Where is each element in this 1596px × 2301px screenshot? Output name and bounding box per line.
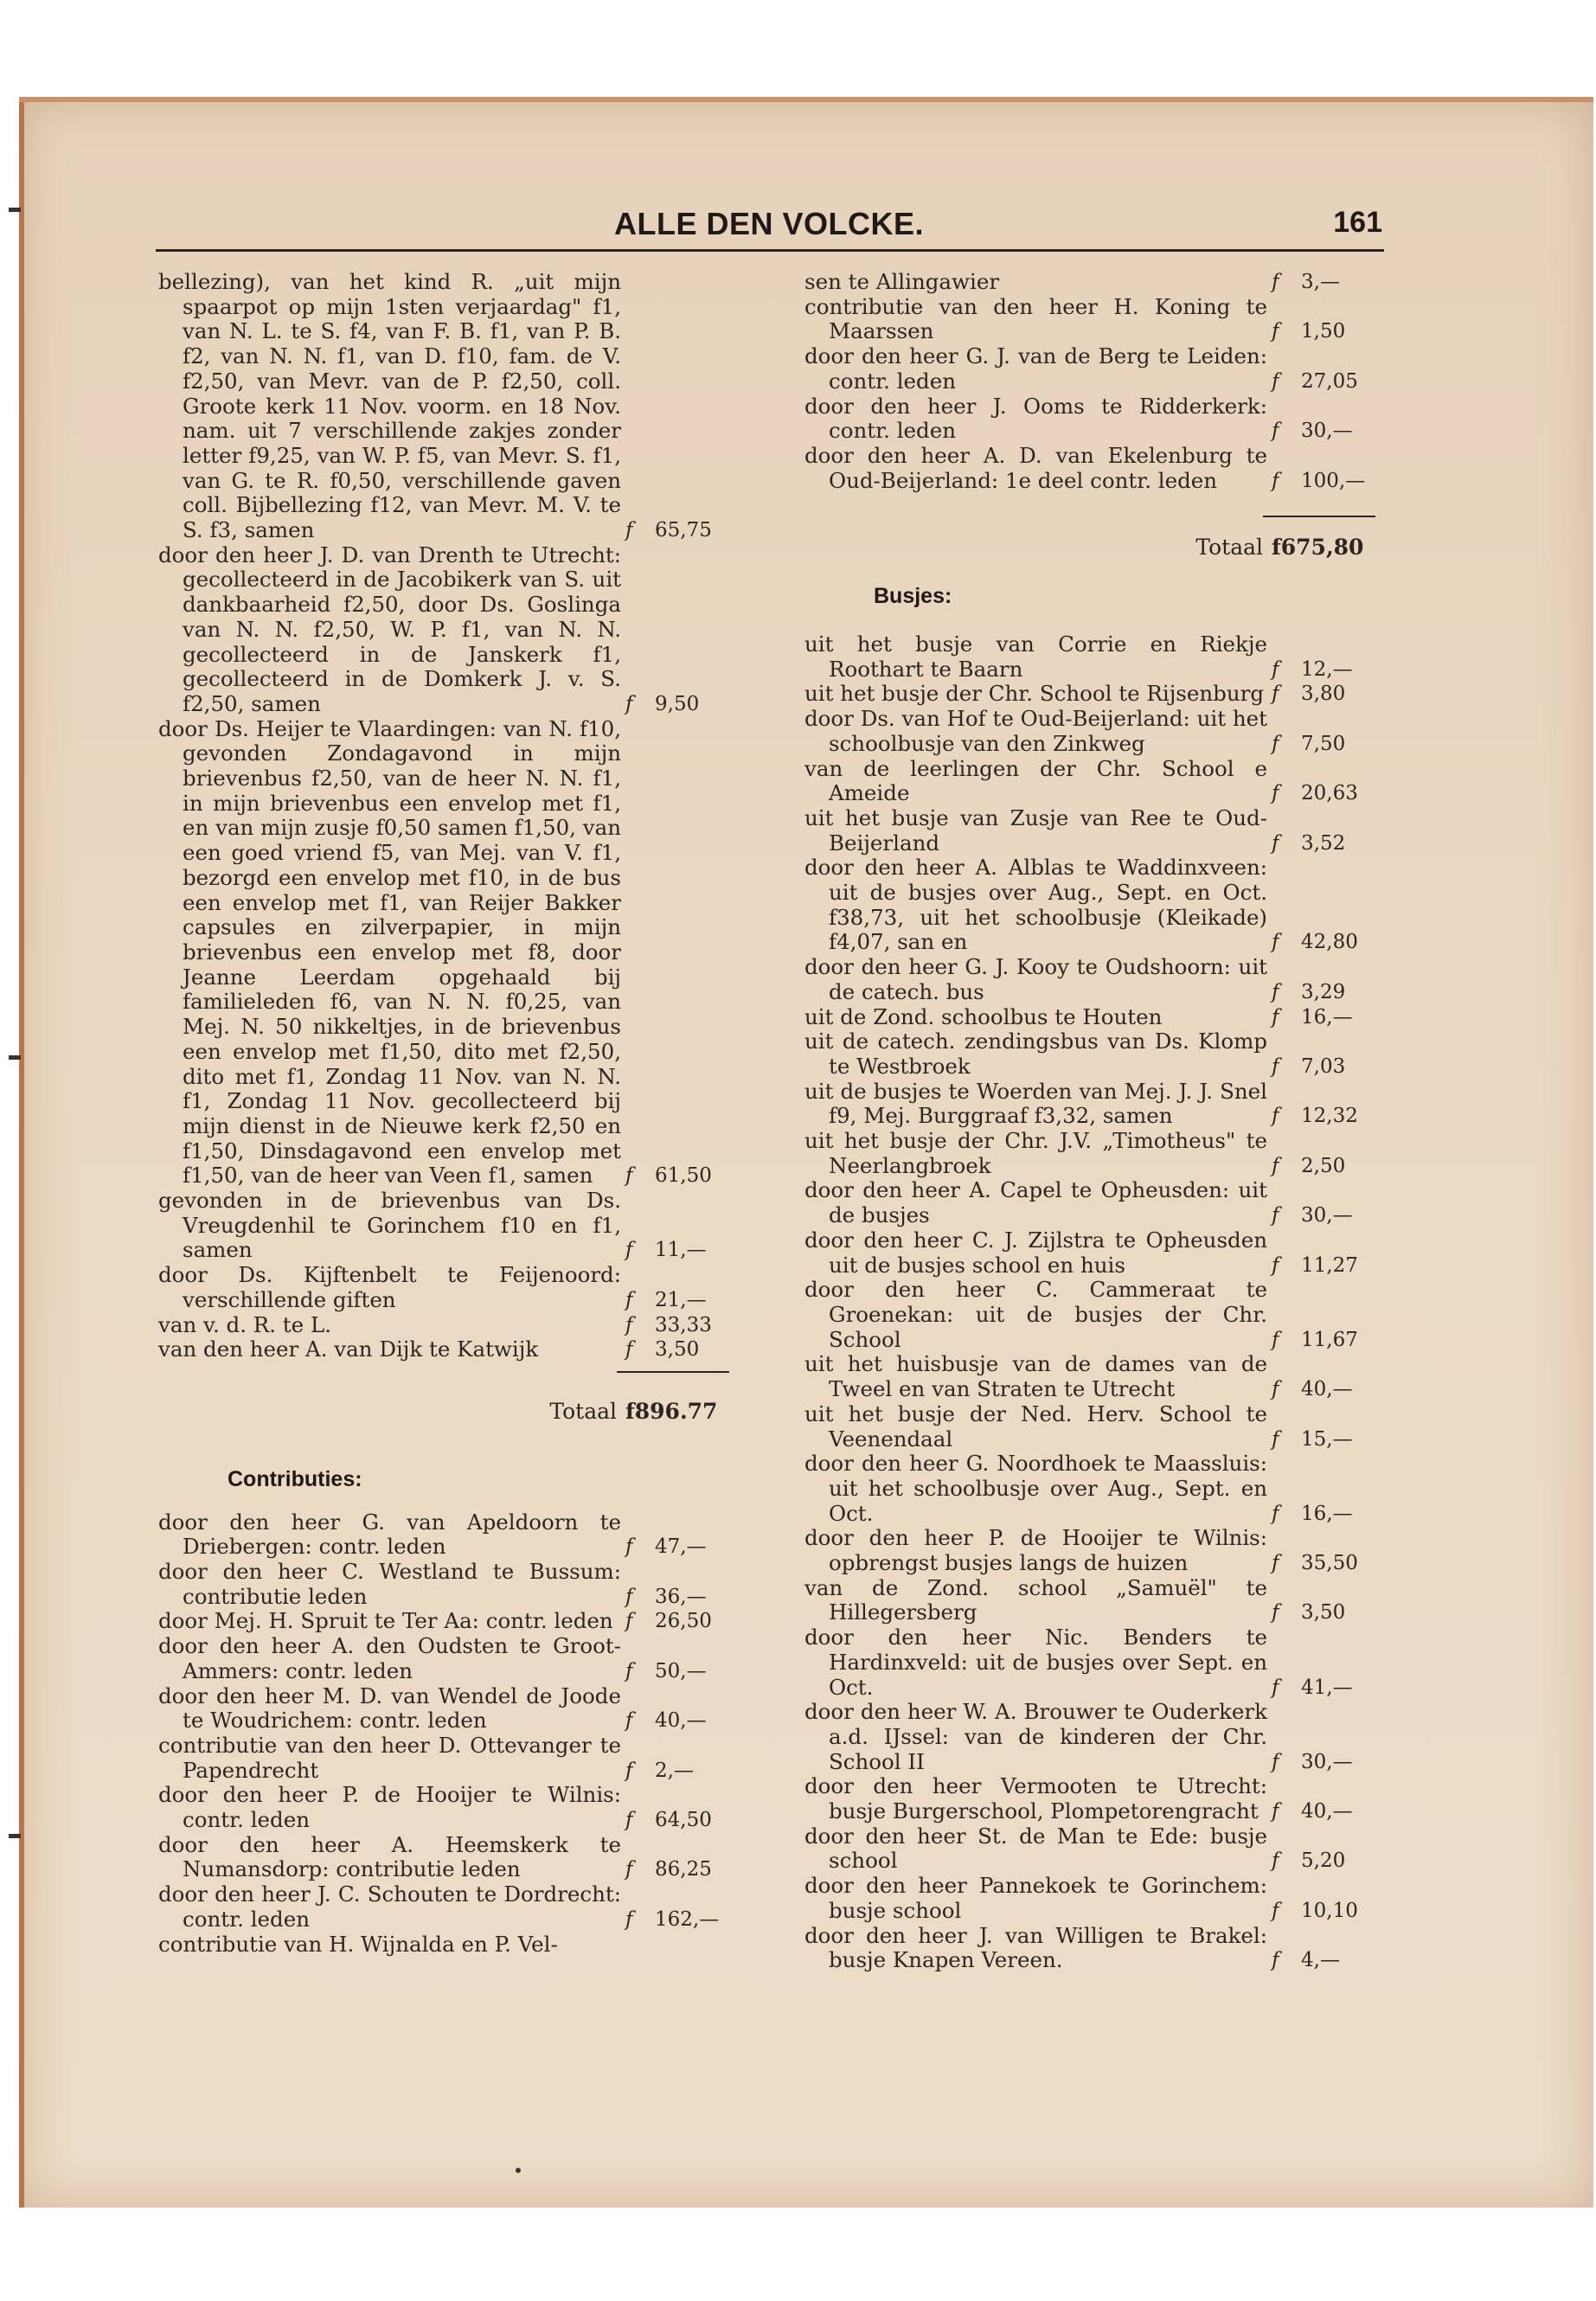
sum-rule	[617, 1371, 729, 1373]
florin-sign: f	[625, 1338, 633, 1362]
entry-text: door den heer G. J. van de Berg te Leiden: contr. leden	[804, 343, 1267, 394]
florin-sign: f	[1272, 1849, 1279, 1873]
florin-sign: f	[1272, 931, 1279, 954]
binding-mark	[9, 1055, 21, 1060]
ledger-entry	[804, 1576, 1375, 1625]
florin-sign: f	[1272, 732, 1279, 755]
ledger-entry	[158, 1734, 729, 1783]
ledger-entry	[804, 1029, 1375, 1079]
entry-amount: f 3,52	[1272, 831, 1346, 855]
florin-sign: f	[1272, 1253, 1279, 1277]
florin-sign: f	[1272, 831, 1279, 855]
entry-amount: f 12,32	[1272, 1105, 1358, 1128]
entry-text: door den heer A. Alblas te Waddinxveen: uit de busjes over Aug., Sept. en Oct. f38,73, uit het schoolbusje (Kleikade) f4,07, san en	[804, 855, 1267, 955]
page-dot	[516, 2168, 521, 2173]
florin-sign: f	[625, 1585, 633, 1608]
entry-amount: f 3,50	[1272, 1601, 1346, 1625]
florin-sign: f	[1272, 535, 1281, 561]
running-title: ALLE DEN VOLCKE.	[614, 206, 925, 241]
florin-sign: f	[1272, 1502, 1279, 1525]
entry-amount: f 16,—	[1272, 1005, 1353, 1029]
ledger-entry	[804, 1352, 1375, 1401]
page-edge-top	[19, 97, 1593, 102]
entry-text: door den heer J. van Willigen te Brakel: busje Knapen Vereen.	[804, 1922, 1267, 1973]
entry-amount: f 2,50	[1272, 1154, 1346, 1177]
entry-amount: f 100,—	[1272, 469, 1366, 492]
florin-sign: f	[1272, 369, 1279, 393]
entry-amount: f 42,80	[1272, 931, 1358, 954]
ledger-entry	[158, 1609, 729, 1634]
florin-sign: f	[1272, 1328, 1279, 1351]
entry-amount: f 1,50	[1272, 320, 1346, 343]
entry-amount: f 30,—	[1272, 420, 1353, 443]
entry-text: door den heer M. D. van Wendel de Joode te Woudrichem: contr. leden	[158, 1682, 621, 1734]
entry-amount: f 3,50	[625, 1338, 700, 1362]
page-number: 161	[1333, 206, 1382, 239]
entry-amount: f 3,—	[1272, 271, 1340, 293]
entry-amount: f 7,50	[1272, 732, 1346, 755]
ledger-entry	[804, 1625, 1375, 1700]
entry-text: van v. d. R. te L.	[158, 1311, 331, 1337]
ledger-entry	[804, 1452, 1375, 1526]
ledger-entry	[804, 1402, 1375, 1452]
entry-amount: f 162,—	[625, 1907, 720, 1931]
ledger-entry	[158, 1263, 729, 1312]
entry-text: door den heer G. J. Kooy te Oudshoorn: uit de catech. bus	[804, 954, 1267, 1004]
ledger-entry	[158, 1560, 729, 1609]
ledger-entry	[804, 757, 1375, 806]
entry-text: door Ds. Heijer te Vlaardingen: van N. f10, gevonden Zondagavond in mijn brievenbus f2,50, van de heer N. N. f1, in mijn brievenbus een envelop met f1, en van mijn zusje f0,50 samen f1,50, van een goed vriend f5, van Mej. van V. f1, bezorgd een envelop met f10, in de bus een envelop met f1, van Reijer Bakker capsules en zilverpapier, in mijn brievenbus een envelop met f8, door Jeanne Leerdam opgehaald bij familieleden f6, van N. N. f0,25, van Mej. N. 50 nikkeltjes, in de brievenbus een envelop met f1,50, dito met f2,50, dito met f1, Zondag 11 Nov. van N. N. f1, Zondag 11 Nov. gecollecteerd bij mijn dienst in de Nieuwe kerk f2,50 en f1,50, Dinsdagavond een envelop met f1,50, van de heer van Veen f1, samen	[158, 715, 621, 1189]
florin-sign: f	[1272, 1949, 1279, 1972]
entry-text: contributie van H. Wijnalda en P. Vel-	[158, 1931, 558, 1957]
ledger-entry	[804, 707, 1375, 756]
entry-text: bellezing), van het kind R. „uit mijn spaarpot op mijn 1sten verjaardag" f1, van N. L. te S. f4, van F. B. f1, van P. B. f2, van N. N. f1, van D. f10, fam. de V. f2,50, van Mevr. van de P. f2,50, coll. Groote kerk 11 Nov. voorm. en 18 Nov. nam. uit 7 verschillende zakjes zonder letter f9,25, van W. P. f5, van Mevr. S. f1, van G. te R. f0,50, verschillende gaven coll. Bijbellezing f12, van Mevr. M. V. te S. f3, samen	[158, 269, 621, 543]
florin-sign: f	[1272, 1552, 1279, 1575]
entry-text: uit de catech. zendingsbus van Ds. Klomp te Westbroek	[804, 1029, 1267, 1079]
entry-text: door den heer J. D. van Drenth te Utrecht: gecollecteerd in de Jacobikerk van S. uit dankbaarheid f2,50, door Ds. Goslinga van N. N. f2,50, W. P. f1, van N. N. gecollecteerd in de Janskerk f1, gecollecteerd in de Domkerk J. v. S. f2,50, samen	[158, 542, 621, 716]
entry-amount: f 5,20	[1272, 1849, 1346, 1873]
entry-text: door den heer G. van Apeldoorn te Driebergen: contr. leden	[158, 1509, 621, 1560]
ledger-entry	[804, 344, 1375, 394]
florin-sign: f	[1272, 683, 1279, 706]
page-edge-left	[19, 97, 24, 2208]
florin-sign: f	[625, 1907, 633, 1931]
ledger-entry	[158, 1684, 729, 1734]
ledger-entry	[158, 1882, 729, 1932]
entry-amount: f 40,—	[1272, 1800, 1353, 1823]
entry-text: uit het busje van Corrie en Riekje Roothart te Baarn	[804, 631, 1267, 682]
entry-amount: f 47,—	[625, 1535, 707, 1559]
ledger-entry	[804, 1824, 1375, 1874]
ledger-entry	[804, 806, 1375, 856]
ledger-entry	[804, 955, 1375, 1004]
ledger-entry	[804, 270, 1375, 295]
running-header	[156, 206, 1382, 249]
entry-text: door den heer Vermooten te Utrecht: busje Burgerschool, Plompetorengracht	[804, 1773, 1267, 1824]
florin-sign: f	[625, 1239, 633, 1262]
total-label: Totaal	[549, 1398, 617, 1424]
entry-text: contributie van den heer D. Ottevanger te Papendrecht	[158, 1732, 621, 1783]
right-contributions-list	[804, 270, 1375, 493]
florin-sign: f	[625, 1313, 633, 1336]
ledger-entry	[804, 1178, 1375, 1227]
ledger-entry	[804, 1874, 1375, 1923]
ledger-entry	[804, 632, 1375, 682]
entry-text: uit het busje der Chr. J.V. „Timotheus" te Neerlangbroek	[804, 1128, 1267, 1178]
florin-sign: f	[1272, 320, 1279, 343]
entry-text: door den heer A. Capel te Opheusden: uit de busjes	[804, 1177, 1267, 1228]
total-value: f675,80	[1272, 535, 1364, 561]
sum-rule	[1263, 516, 1375, 517]
entry-text: door den heer Pannekoek te Gorinchem: busje school	[804, 1873, 1267, 1923]
entry-text: door den heer J. C. Schouten te Dordrecht: contr. leden	[158, 1881, 621, 1932]
entry-amount: f 11,27	[1272, 1253, 1358, 1277]
ledger-entry	[158, 543, 729, 717]
entry-amount: f 20,63	[1272, 782, 1358, 805]
entry-amount: f 40,—	[1272, 1378, 1353, 1401]
florin-sign: f	[625, 1164, 633, 1188]
florin-sign: f	[1272, 1800, 1279, 1823]
florin-sign: f	[1272, 1005, 1279, 1029]
entry-text: van de Zond. school „Samuël" te Hillegersberg	[804, 1574, 1267, 1625]
section-heading-contributies: Contributies:	[228, 1466, 362, 1491]
ledger-entry	[804, 1278, 1375, 1352]
right-total	[804, 535, 1375, 560]
florin-sign: f	[625, 1809, 633, 1832]
binding-mark	[9, 208, 21, 212]
ledger-entry	[804, 1129, 1375, 1178]
entry-amount: f 2,—	[625, 1759, 694, 1782]
entry-amount: f 30,—	[1272, 1204, 1353, 1227]
florin-sign: f	[1272, 1676, 1279, 1699]
entry-amount: f 86,25	[625, 1858, 712, 1881]
entry-text: door den heer C. J. Zijlstra te Opheusden uit de busjes school en huis	[804, 1227, 1267, 1278]
florin-sign: f	[1272, 1054, 1279, 1078]
florin-sign: f	[1272, 469, 1279, 492]
entry-amount: f 27,05	[1272, 369, 1358, 393]
total-value: f896.77	[625, 1398, 718, 1424]
entry-amount: f 7,03	[1272, 1054, 1346, 1078]
entry-text: uit het busje der Ned. Herv. School te Veenendaal	[804, 1400, 1267, 1452]
florin-sign: f	[1272, 1899, 1279, 1922]
ledger-entry	[158, 1783, 729, 1832]
entry-text: door den heer C. Westland te Bussum: contributie leden	[158, 1559, 621, 1609]
entry-text: uit het busje der Chr. School te Rijsenburg	[804, 681, 1265, 707]
binding-mark	[9, 1834, 21, 1838]
entry-text: door den heer W. A. Brouwer te Ouderkerk a.d. IJssel: van de kinderen der Chr. School II	[804, 1699, 1267, 1774]
entry-amount: f 61,50	[625, 1164, 712, 1188]
entry-text: door den heer St. de Man te Ede: busje school	[804, 1823, 1267, 1874]
ledger-entry	[804, 1700, 1375, 1774]
ledger-entry	[804, 295, 1375, 344]
entry-amount: f 4,—	[1272, 1949, 1340, 1972]
ledger-entry	[158, 1833, 729, 1882]
florin-sign: f	[625, 1535, 633, 1559]
ledger-entry	[158, 1313, 729, 1338]
entry-text: door Ds. van Hof te Oud-Beijerland: uit het schoolbusje van den Zinkweg	[804, 706, 1267, 756]
entry-text: van den heer A. van Dijk te Katwijk	[158, 1336, 539, 1362]
entry-text: uit de Zond. schoolbus te Houten	[804, 1003, 1163, 1029]
entry-amount: f 3,80	[1272, 683, 1346, 706]
entry-amount: f 65,75	[625, 519, 712, 542]
total-label: Totaal	[1195, 535, 1263, 561]
entry-amount: f 40,—	[625, 1709, 707, 1733]
entry-amount: f 36,—	[625, 1585, 707, 1608]
ledger-entry	[804, 856, 1375, 955]
florin-sign: f	[1272, 420, 1279, 443]
entry-text: door den heer Nic. Benders te Hardinxveld: uit de busjes over Sept. en Oct.	[804, 1625, 1267, 1700]
florin-sign: f	[1272, 1601, 1279, 1625]
florin-sign: f	[1272, 1750, 1279, 1773]
entry-text: door den heer G. Noordhoek te Maassluis: uit het schoolbusje over Aug., Sept. en Oct.	[804, 1451, 1267, 1526]
entry-amount: f 50,—	[625, 1659, 707, 1682]
ledger-entry	[804, 1005, 1375, 1030]
florin-sign: f	[625, 519, 633, 542]
left-donations-list	[158, 270, 729, 1362]
entry-amount: f 30,—	[1272, 1750, 1353, 1773]
entry-text: door Ds. Kijftenbelt te Feijenoord: verschillende giften	[158, 1262, 621, 1312]
header-rule	[156, 249, 1384, 252]
entry-amount: f 11,67	[1272, 1328, 1358, 1351]
entry-text: contributie van den heer H. Koning te Maarssen	[804, 293, 1267, 344]
entry-text: door den heer A. Heemskerk te Numansdorp: contributie leden	[158, 1831, 621, 1882]
entry-text: door den heer A. D. van Ekelenburg te Oud-Beijerland: 1e deel contr. leden	[804, 442, 1267, 493]
florin-sign: f	[1272, 980, 1279, 1003]
florin-sign: f	[1272, 1427, 1279, 1451]
entry-amount: f 15,—	[1272, 1427, 1353, 1451]
ledger-entry	[804, 1774, 1375, 1823]
florin-sign: f	[1272, 782, 1279, 805]
entry-text: door den heer J. Ooms te Ridderkerk: contr. leden	[804, 393, 1267, 444]
left-column	[158, 270, 729, 1957]
entry-amount: f 33,33	[625, 1313, 712, 1336]
florin-sign: f	[1272, 271, 1279, 293]
entry-amount: f 26,50	[625, 1610, 712, 1633]
florin-sign: f	[1272, 657, 1279, 681]
entry-text: uit de busjes te Woerden van Mej. J. J. Snel f9, Mej. Burggraaf f3,32, samen	[804, 1078, 1267, 1129]
ledger-entry	[158, 1189, 729, 1263]
entry-amount: f 21,—	[625, 1288, 707, 1311]
florin-sign: f	[625, 1398, 635, 1424]
entry-amount: f 11,—	[625, 1239, 707, 1262]
florin-sign: f	[1272, 1204, 1279, 1227]
entry-text: sen te Allingawier	[804, 269, 1000, 294]
entry-amount: f 9,50	[625, 692, 700, 715]
entry-amount: f 12,—	[1272, 657, 1353, 681]
entry-amount: f 41,—	[1272, 1676, 1353, 1699]
entry-amount: f 16,—	[1272, 1502, 1353, 1525]
florin-sign: f	[1272, 1378, 1279, 1401]
florin-sign: f	[625, 1659, 633, 1682]
ledger-entry	[804, 1924, 1375, 1973]
entry-text: door den heer C. Cammeraat te Groenekan: uit de busjes der Chr. School	[804, 1277, 1267, 1352]
ledger-entry	[158, 717, 729, 1189]
entry-amount: f 10,10	[1272, 1899, 1358, 1922]
ledger-entry	[804, 1228, 1375, 1278]
section-heading-busjes: Busjes:	[874, 584, 952, 609]
florin-sign: f	[1272, 1154, 1279, 1177]
ledger-entry	[158, 1634, 729, 1683]
florin-sign: f	[625, 1709, 633, 1733]
busjes-list	[804, 632, 1375, 1973]
left-total	[158, 1399, 729, 1424]
entry-text: door den heer A. den Oudsten te Groot-Ammers: contr. leden	[158, 1633, 621, 1683]
florin-sign: f	[625, 1288, 633, 1311]
entry-text: door den heer P. de Hooijer te Wilnis: contr. leden	[158, 1782, 621, 1833]
florin-sign: f	[625, 1858, 633, 1881]
entry-amount: f 35,50	[1272, 1552, 1358, 1575]
ledger-entry	[804, 682, 1375, 707]
entry-amount: f 3,29	[1272, 980, 1346, 1003]
entry-text: gevonden in de brievenbus van Ds. Vreugdenhil te Gorinchem f10 en f1, samen	[158, 1188, 621, 1263]
ledger-entry	[158, 1337, 729, 1362]
entry-text: van de leerlingen der Chr. School e Ameide	[804, 755, 1267, 806]
florin-sign: f	[625, 1610, 633, 1633]
right-column	[804, 270, 1375, 1973]
entry-text: door den heer P. de Hooijer te Wilnis: opbrengst busjes langs de huizen	[804, 1525, 1267, 1576]
ledger-entry	[804, 444, 1375, 493]
entry-amount: f 64,50	[625, 1809, 712, 1832]
florin-sign: f	[1272, 1105, 1279, 1128]
ledger-entry	[158, 1510, 729, 1560]
ledger-entry	[804, 1526, 1375, 1575]
florin-sign: f	[625, 692, 633, 715]
contributies-list	[158, 1510, 729, 1958]
florin-sign: f	[625, 1759, 633, 1782]
ledger-entry	[158, 270, 729, 543]
entry-text: door Mej. H. Spruit te Ter Aa: contr. leden	[158, 1608, 613, 1634]
ledger-entry	[804, 394, 1375, 444]
entry-text: uit het busje van Zusje van Ree te Oud-Beijerland	[804, 804, 1267, 856]
ledger-entry	[158, 1932, 729, 1958]
ledger-entry	[804, 1080, 1375, 1129]
entry-text: uit het huisbusje van de dames van de Tweel en van Straten te Utrecht	[804, 1351, 1267, 1402]
